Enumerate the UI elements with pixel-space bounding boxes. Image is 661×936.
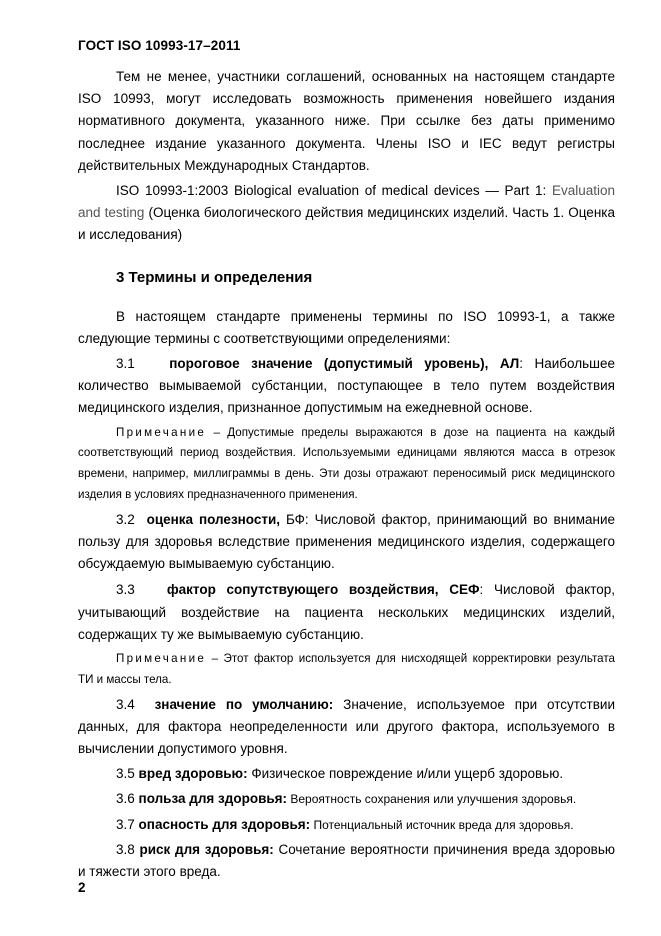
term-name: опасность для здоровья: [138, 816, 311, 832]
term-number: 3.5 [116, 766, 135, 782]
note-text: – Допустимые пределы выражаются в дозе на пациента на каждый соответствующий период воздействия. Используемыми единицами являются масса в отрезок времени, например, миллиграммы в день. Эти дозы отражают переносимый риск медицинского изделия в условиях предназначенного применения. [78, 425, 615, 502]
document-header: ГОСТ ISO 10993-17–2011 [78, 38, 241, 53]
term-3-6 [78, 788, 615, 810]
term-number: 3.3 [116, 582, 135, 598]
term-definition: Сочетание вероятности причинения вреда здоровью и тяжести этого вреда. [78, 841, 615, 880]
term-3-1 [78, 353, 615, 420]
term-definition: Наибольшее количество вымываемой субстанции, поступающее в тело путем воздействия медицинского изделия, признанное допустимым на ежедневной основе. [78, 356, 615, 416]
term-number: 3.6 [116, 791, 135, 807]
term-name: оценка полезности, [146, 511, 281, 527]
document-body [78, 66, 615, 883]
note-1 [78, 423, 615, 506]
term-separator: : [479, 582, 484, 598]
term-name: польза для здоровья: [138, 791, 288, 807]
term-definition: Значение, используемое при отсутствии данных, для фактора неопределенности или другого фактора, используемого в вычислении допустимого уровня. [78, 696, 615, 757]
term-definition: БФ: Числовой фактор, принимающий во внимание пользу для здоровья вследствие применения медицинского изделия, содержащего обсуждаемую вымываемую субстанцию. [78, 511, 615, 572]
term-name: вред здоровью: [138, 766, 248, 782]
term-3-7 [78, 814, 615, 836]
term-name: фактор сопутствующего воздействия, СЕФ [166, 582, 480, 598]
term-definition: Физическое повреждение и/или ущерб здоровью. [247, 766, 564, 782]
section-intro: В настоящем стандарте применены термины по ISO 10993-1, а также следующие термины с соответствующими определениями: [78, 308, 615, 346]
term-3-4 [78, 694, 615, 761]
term-3-2 [78, 509, 615, 576]
reference-translation: (Оценка биологического действия медицинских изделий. Часть 1. Оценка и исследования) [78, 205, 615, 243]
term-3-8 [78, 839, 615, 883]
term-3-5 [78, 763, 615, 785]
term-definition: Потенциальный источник вреда для здоровья. [310, 817, 574, 832]
intro-paragraph: Тем не менее, участники соглашений, основанных на настоящем стандарте ISO 10993, могут исследовать возможность применения новейшего издания нормативного документа, указанного ниже. При ссылке без даты применимо последнее издание указанного документа. Члены ISO и IEC ведут регистры действительных Международных Стандартов. [78, 69, 615, 173]
term-number: 3.2 [116, 511, 135, 527]
note-label: Примечание [116, 425, 207, 439]
term-name: значение по умолчанию: [154, 696, 334, 712]
reference-code: ISO 10993-1:2003 Biological evaluation of medical devices — Part 1: [116, 183, 547, 199]
note-label: Примечание [116, 652, 207, 666]
term-3-3 [78, 579, 615, 646]
normative-reference [78, 180, 615, 247]
term-definition: Числовой фактор, учитывающий воздействие на пациента нескольких медицинских изделий, содержащих ту же вымываемую субстанцию. [78, 582, 615, 642]
term-name: риск для здоровья: [139, 841, 274, 857]
section-title: 3 Термины и определения [116, 268, 313, 286]
term-definition: Вероятность сохранения или улучшения здоровья. [287, 792, 577, 807]
note-text: – Этот фактор используется для нисходящей корректировки результата ТИ и массы тела. [78, 652, 615, 686]
term-number: 3.7 [116, 816, 135, 832]
note-2 [78, 649, 615, 691]
term-number: 3.8 [116, 841, 135, 857]
term-number: 3.4 [116, 696, 135, 712]
page-number: 2 [78, 880, 86, 895]
term-number: 3.1 [116, 356, 135, 372]
reference-tail: Evaluation and testing [78, 183, 615, 221]
term-separator: : [519, 356, 524, 372]
term-name: пороговое значение (допустимый уровень), АЛ [169, 356, 520, 372]
